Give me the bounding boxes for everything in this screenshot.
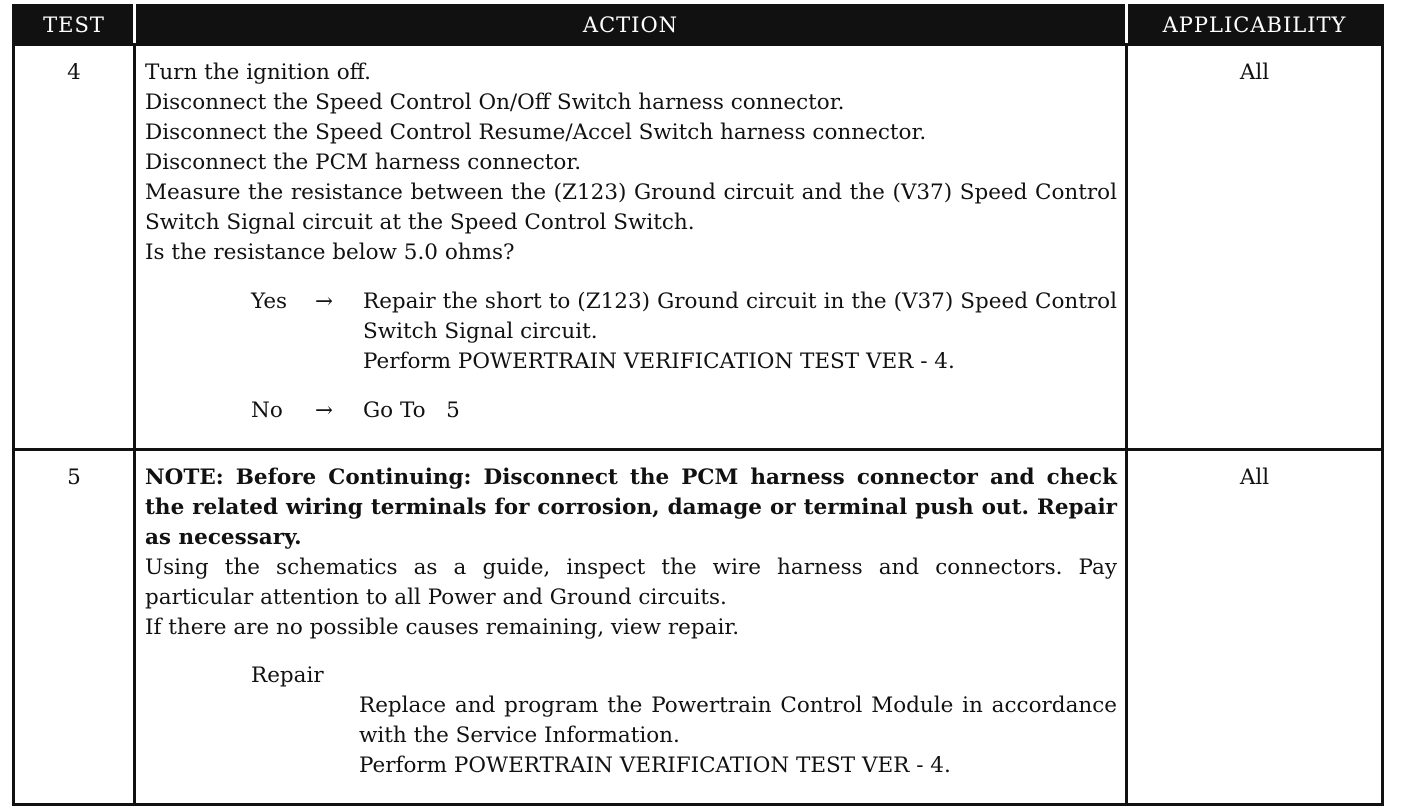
action-cell [135,450,1127,805]
arrow-right-icon: → [315,289,334,314]
step-text: Disconnect the Speed Control On/Off Switch harness connector. [145,90,845,115]
yes-answer [251,287,1117,377]
step-text: Disconnect the Speed Control Resume/Accel Switch harness connector. [145,120,927,145]
test-number: 5 [14,450,135,805]
repair-label: Repair [251,663,324,688]
result-text: Perform POWERTRAIN VERIFICATION TEST VER - 4. [363,349,955,374]
repair-text: Replace and program the Powertrain Control Module in accordance with the Service Information. [359,693,1117,748]
yes-result [363,287,1117,377]
step-text: Measure the resistance between the (Z123) Ground circuit and the (V37) Speed Control Switch Signal circuit at the Speed Control Switch. [145,180,1117,235]
test-number: 4 [14,45,135,450]
no-result: Go To 5 [363,398,460,423]
step-text: Is the resistance below 5.0 ohms? [145,240,515,265]
repair-text: Perform POWERTRAIN VERIFICATION TEST VER - 4. [359,753,951,778]
step-text: Using the schematics as a guide, inspect the wire harness and connectors. Pay particular attention to all Power and Ground circuits. [145,555,1117,610]
table-row-test-4 [14,45,1383,450]
table-header-row [14,6,1383,45]
step-text: Disconnect the PCM harness connector. [145,150,582,175]
note-text: NOTE: Before Continuing: Disconnect the PCM harness connector and check the related wiring terminals for corrosion, damage or terminal push out. Repair as necessary. [145,465,1117,550]
header-applicability: APPLICABILITY [1127,6,1383,45]
no-answer [251,396,1117,426]
applicability-value: All [1127,45,1383,450]
result-text: Repair the short to (Z123) Ground circuit in the (V37) Speed Control Switch Signal circuit. [363,289,1117,344]
step-text: If there are no possible causes remaining, view repair. [145,615,740,640]
diagnostic-table [12,4,1384,806]
header-test: TEST [14,6,135,45]
step-text: Turn the ignition off. [145,60,371,85]
applicability-value: All [1127,450,1383,805]
header-action: ACTION [135,6,1127,45]
yes-label: Yes [251,289,288,314]
arrow-right-icon: → [315,398,334,423]
table-row-test-5 [14,450,1383,805]
no-label: No [251,398,283,423]
action-cell [135,45,1127,450]
